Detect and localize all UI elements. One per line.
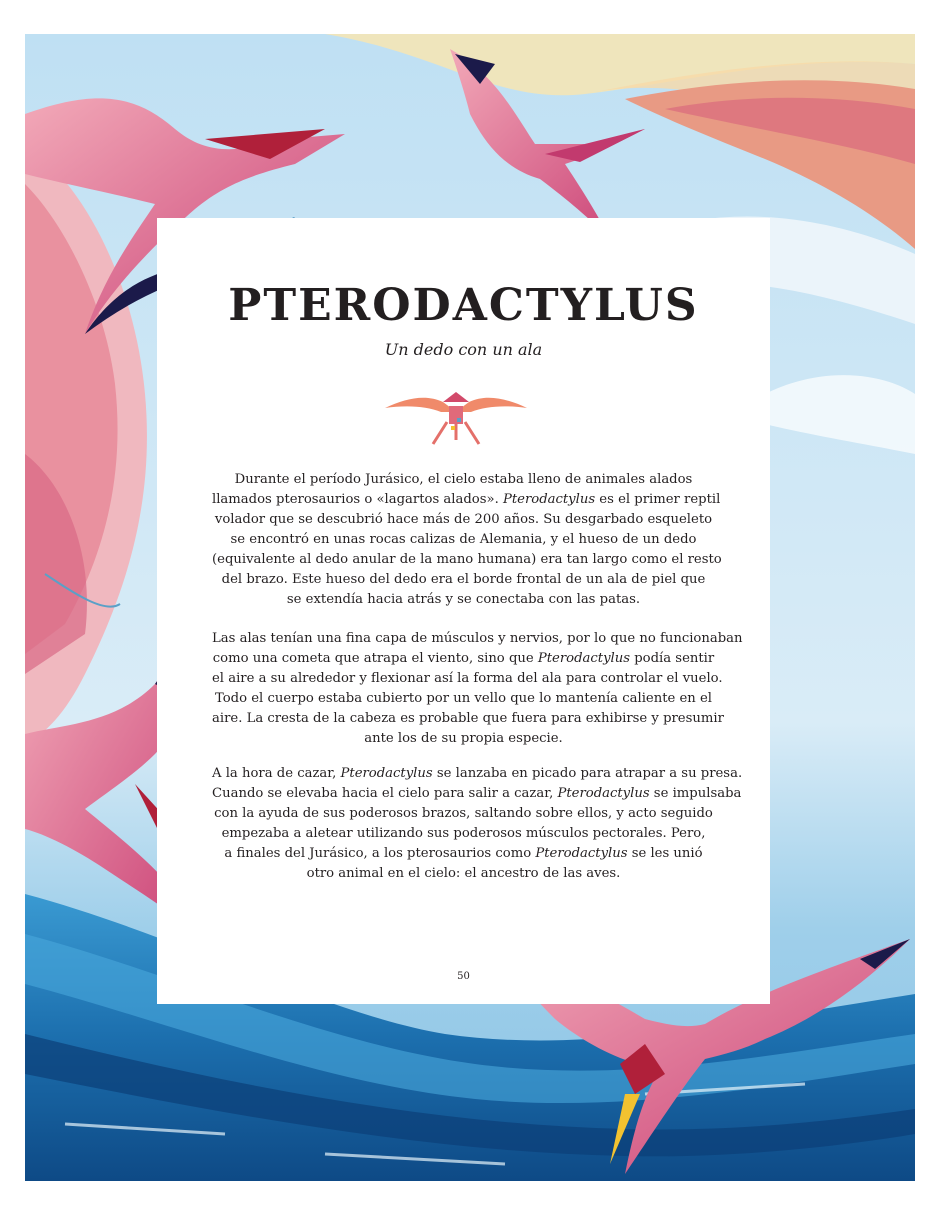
page-subtitle: Un dedo con un ala bbox=[384, 340, 543, 359]
page-number: 50 bbox=[457, 971, 470, 982]
text-line: volador que se descubrió hace más de 200 años. Su desgarbado esqueleto bbox=[214, 512, 713, 527]
text-line: se extendía hacia atrás y se conectaba con las patas. bbox=[286, 592, 641, 607]
text-line: como una cometa que atrapa el viento, sino que Pterodactylus podía sentir bbox=[212, 651, 715, 666]
body-paragraph bbox=[212, 470, 722, 610]
text-line: ante los de su propia especie. bbox=[364, 731, 563, 746]
text-line: con la ayuda de sus poderosos brazos, saltando sobre ellos, y acto seguido bbox=[214, 806, 713, 821]
text-line: A la hora de cazar, Pterodactylus se lanzaba en picado para atrapar a su presa. bbox=[212, 766, 743, 781]
text-line: Durante el período Jurásico, el cielo estaba lleno de animales alados bbox=[234, 472, 693, 487]
text-line: Cuando se elevaba hacia el cielo para salir a cazar, Pterodactylus se impulsaba bbox=[212, 786, 742, 801]
text-line: Las alas tenían una fina capa de músculos y nervios, por lo que no funcionaban bbox=[212, 631, 743, 646]
text-line: aire. La cresta de la cabeza es probable que fuera para exhibirse y presumir bbox=[212, 711, 724, 726]
text-line: (equivalente al dedo anular de la mano humana) era tan largo como el resto bbox=[212, 552, 722, 567]
page-title: PTERODACTYLUS bbox=[228, 280, 699, 331]
text-line: el aire a su alrededor y flexionar así la forma del ala para controlar el vuelo. bbox=[212, 671, 723, 686]
text-line: empezaba a aletear utilizando sus poderosos músculos pectorales. Pero, bbox=[221, 826, 706, 841]
text-line: del brazo. Este hueso del dedo era el borde frontal de un ala de piel que bbox=[221, 572, 706, 587]
text-line: Todo el cuerpo estaba cubierto por un vello que lo mantenía caliente en el bbox=[214, 691, 713, 706]
text-line: a finales del Jurásico, a los pterosaurios como Pterodactylus se les unió bbox=[224, 846, 703, 861]
text-line: se encontró en unas rocas calizas de Alemania, y el hueso de un dedo bbox=[230, 532, 697, 547]
body-paragraph bbox=[212, 764, 743, 884]
text-panel bbox=[157, 218, 770, 1004]
pterosaur-ornament-icon bbox=[381, 388, 531, 454]
text-line: otro animal en el cielo: el ancestro de las aves. bbox=[306, 866, 621, 881]
text-line: llamados pterosaurios o «lagartos alados». Pterodactylus es el primer reptil bbox=[212, 492, 721, 507]
body-paragraph bbox=[212, 629, 743, 749]
